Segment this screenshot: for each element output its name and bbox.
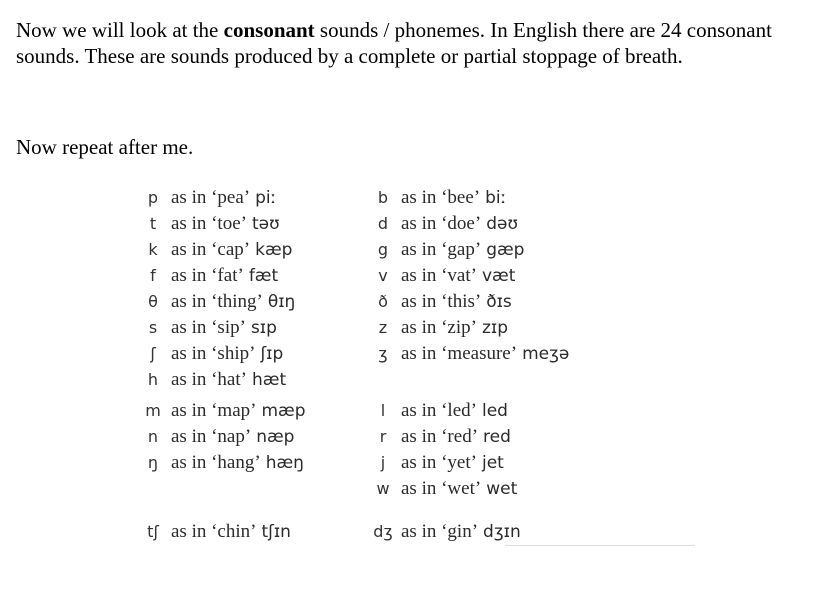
repeat-instruction: Now repeat after me. bbox=[16, 135, 194, 159]
consonant-row bbox=[365, 315, 569, 341]
consonant-row bbox=[135, 398, 306, 424]
intro-paragraph bbox=[16, 17, 806, 69]
example-description: as in ‘cap’ bbox=[171, 239, 251, 260]
ipa-transcription: hæŋ bbox=[265, 453, 304, 473]
ipa-transcription: dəʊ bbox=[486, 214, 518, 234]
consonant-group bbox=[135, 398, 306, 476]
consonant-row bbox=[135, 185, 295, 211]
example-description: as in ‘thing’ bbox=[171, 291, 263, 312]
example-description: as in ‘red’ bbox=[401, 426, 479, 447]
example-description: as in ‘pea’ bbox=[171, 187, 251, 208]
consonant-row bbox=[365, 341, 569, 367]
example-description: as in ‘gap’ bbox=[401, 239, 482, 260]
example-description: as in ‘measure’ bbox=[401, 343, 518, 364]
phoneme-symbol: θ bbox=[148, 292, 158, 311]
consonant-row bbox=[135, 341, 295, 367]
phoneme-symbol: l bbox=[380, 401, 386, 420]
ipa-transcription: zɪp bbox=[481, 318, 509, 338]
consonant-row bbox=[365, 237, 569, 263]
ipa-transcription: sɪp bbox=[250, 318, 277, 338]
ipa-transcription: jet bbox=[481, 453, 504, 473]
phoneme-symbol: ð bbox=[378, 292, 388, 311]
ipa-transcription: meʒə bbox=[522, 344, 570, 364]
consonant-row bbox=[135, 424, 306, 450]
consonant-row bbox=[135, 263, 295, 289]
example-description: as in ‘ship’ bbox=[171, 343, 256, 364]
example-description: as in ‘vat’ bbox=[401, 265, 477, 286]
consonant-row bbox=[365, 398, 517, 424]
phoneme-symbol: g bbox=[377, 240, 389, 259]
consonant-row bbox=[135, 211, 295, 237]
example-description: as in ‘this’ bbox=[401, 291, 482, 312]
consonant-row bbox=[365, 424, 517, 450]
consonant-row bbox=[135, 289, 295, 315]
ipa-transcription: biː bbox=[485, 188, 507, 208]
consonant-row bbox=[365, 211, 569, 237]
consonant-row bbox=[135, 315, 295, 341]
consonant-group bbox=[135, 185, 295, 393]
phoneme-symbol: ʒ bbox=[378, 344, 388, 363]
ipa-transcription: red bbox=[483, 427, 511, 447]
consonant-group bbox=[365, 398, 517, 502]
consonant-row bbox=[365, 185, 569, 211]
example-description: as in ‘chin’ bbox=[171, 521, 257, 542]
consonant-row bbox=[135, 367, 295, 393]
example-description: as in ‘map’ bbox=[171, 400, 257, 421]
example-description: as in ‘sip’ bbox=[171, 317, 246, 338]
phoneme-symbol: tʃ bbox=[147, 522, 159, 541]
ipa-transcription: mæp bbox=[261, 401, 306, 421]
consonant-row bbox=[135, 237, 295, 263]
example-description: as in ‘toe’ bbox=[171, 213, 247, 234]
ipa-transcription: piː bbox=[255, 188, 277, 208]
phoneme-symbol: j bbox=[380, 453, 386, 472]
ipa-transcription: gæp bbox=[486, 240, 525, 260]
scan-mark bbox=[505, 545, 695, 546]
consonant-row bbox=[365, 263, 569, 289]
consonant-row bbox=[365, 289, 569, 315]
ipa-transcription: təʊ bbox=[251, 214, 280, 234]
intro-bold-word: consonant bbox=[223, 18, 315, 42]
example-description: as in ‘hat’ bbox=[171, 369, 247, 390]
phoneme-symbol: h bbox=[147, 370, 159, 389]
ipa-transcription: dʒɪn bbox=[483, 522, 521, 542]
phoneme-symbol: t bbox=[149, 214, 157, 233]
phoneme-symbol: m bbox=[145, 401, 161, 420]
phoneme-symbol: z bbox=[378, 318, 388, 337]
ipa-transcription: ʃɪp bbox=[260, 344, 284, 364]
phoneme-symbol: n bbox=[147, 427, 159, 446]
phoneme-symbol: v bbox=[378, 266, 388, 285]
ipa-transcription: tʃɪn bbox=[261, 522, 291, 542]
consonant-row bbox=[365, 450, 517, 476]
consonant-row bbox=[365, 476, 517, 502]
phoneme-symbol: ŋ bbox=[147, 453, 159, 472]
example-description: as in ‘fat’ bbox=[171, 265, 244, 286]
intro-text-end: sounds / phonemes. In English there are 24 consonant sounds. These are sounds produced by a complete or partial stoppage of breath. bbox=[16, 18, 772, 68]
consonant-group bbox=[135, 519, 291, 545]
example-description: as in ‘yet’ bbox=[401, 452, 477, 473]
phoneme-symbol: k bbox=[148, 240, 158, 259]
ipa-transcription: kæp bbox=[255, 240, 293, 260]
phoneme-symbol: r bbox=[379, 427, 387, 446]
example-description: as in ‘doe’ bbox=[401, 213, 482, 234]
example-description: as in ‘wet’ bbox=[401, 478, 482, 499]
example-description: as in ‘gin’ bbox=[401, 521, 479, 542]
ipa-transcription: led bbox=[481, 401, 508, 421]
ipa-transcription: ðɪs bbox=[486, 292, 512, 312]
consonant-row bbox=[135, 519, 291, 545]
consonant-chart bbox=[135, 185, 605, 555]
example-description: as in ‘nap’ bbox=[171, 426, 252, 447]
phoneme-symbol: w bbox=[376, 479, 390, 498]
phoneme-symbol: dʒ bbox=[373, 522, 393, 541]
example-description: as in ‘hang’ bbox=[171, 452, 261, 473]
ipa-transcription: hæt bbox=[251, 370, 287, 390]
phoneme-symbol: s bbox=[148, 318, 158, 337]
ipa-transcription: næp bbox=[256, 427, 295, 447]
consonant-row bbox=[365, 519, 521, 545]
ipa-transcription: θɪŋ bbox=[267, 292, 296, 312]
ipa-transcription: væt bbox=[481, 266, 516, 286]
consonant-group bbox=[365, 185, 569, 367]
intro-text-start: Now we will look at the bbox=[16, 18, 224, 42]
phoneme-symbol: d bbox=[377, 214, 389, 233]
phoneme-symbol: f bbox=[150, 266, 156, 285]
consonant-group bbox=[365, 519, 521, 545]
example-description: as in ‘bee’ bbox=[401, 187, 481, 208]
phoneme-symbol: b bbox=[377, 188, 389, 207]
phoneme-symbol: ʃ bbox=[150, 344, 156, 363]
example-description: as in ‘led’ bbox=[401, 400, 477, 421]
ipa-transcription: fæt bbox=[248, 266, 279, 286]
phoneme-symbol: p bbox=[147, 188, 159, 207]
consonant-row bbox=[135, 450, 306, 476]
ipa-transcription: wet bbox=[486, 479, 518, 499]
example-description: as in ‘zip’ bbox=[401, 317, 477, 338]
